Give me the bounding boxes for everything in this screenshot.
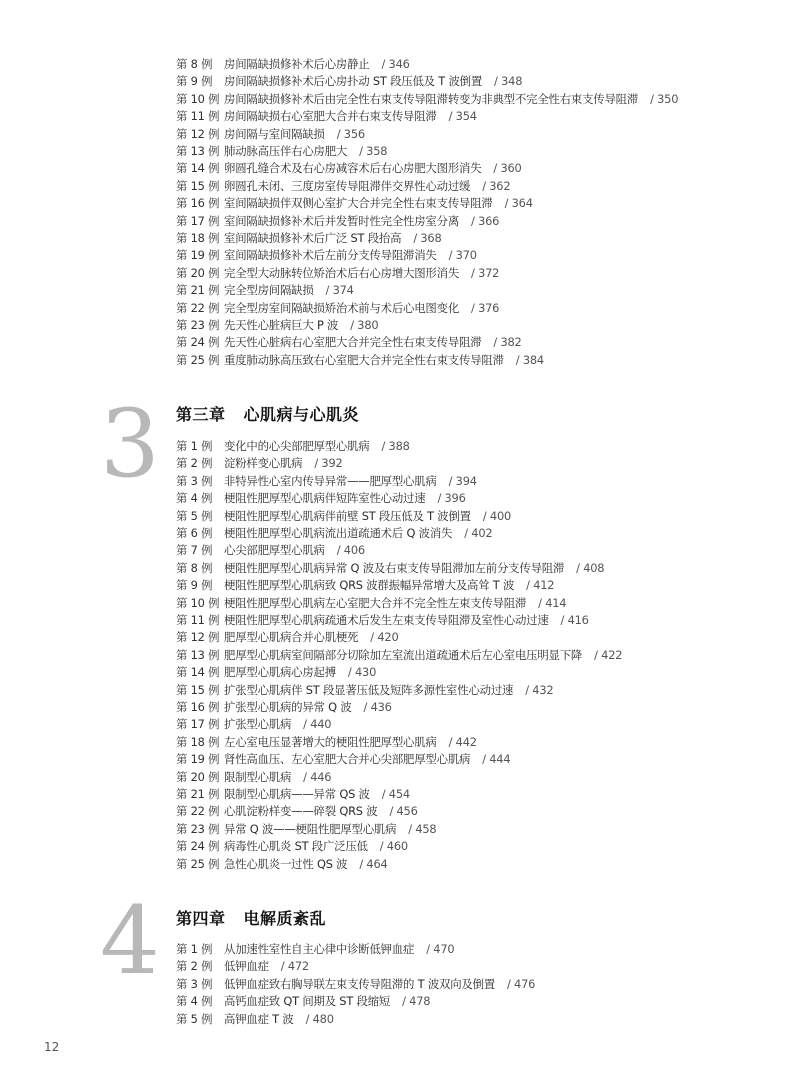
entry-title: 肾性高血压、左心室肥大合并心尖部肥厚型心肌病 — [224, 752, 471, 767]
entry-title: 室间隔缺损修补术后左前分支传导阻滞消失 — [224, 248, 437, 263]
entry-title: 重度肺动脉高压致右心室肥大合并完全性右束支传导阻滞 — [224, 352, 504, 367]
entry-title: 扩张型心肌病的异常 Q 波 — [224, 700, 352, 714]
toc-entry[interactable] — [176, 316, 378, 334]
entry-page-ref: / 420 — [370, 630, 399, 645]
entry-page-ref: / 458 — [408, 821, 437, 836]
entry-page-ref: / 432 — [525, 682, 554, 697]
entry-case-number: 第 3 例 — [176, 473, 213, 488]
toc-entry[interactable] — [176, 264, 499, 282]
toc-entry[interactable] — [176, 194, 533, 212]
entry-page-ref: / 354 — [448, 109, 477, 124]
entry-page-ref: / 374 — [325, 283, 354, 298]
entry-case-number: 第 14 例 — [176, 665, 220, 680]
entry-case-number: 第 19 例 — [176, 248, 220, 263]
entry-title: 房间隔与室间隔缺损 — [224, 126, 325, 141]
toc-entry[interactable] — [176, 212, 499, 230]
toc-entry[interactable] — [176, 698, 392, 716]
entry-page-ref: / 366 — [471, 213, 500, 228]
toc-entry[interactable] — [176, 1010, 334, 1028]
entry-title: 完全型房间隔缺损 — [224, 283, 314, 298]
toc-entry[interactable] — [176, 750, 510, 768]
entry-title: 扩张型心肌病伴 ST 段显著压低及短阵多源性室性心动过速 — [224, 682, 514, 697]
entry-page-ref: / 478 — [402, 994, 431, 1009]
toc-entry[interactable] — [176, 281, 354, 299]
entry-page-ref: / 422 — [594, 647, 623, 662]
entry-page-ref: / 460 — [379, 839, 408, 854]
entry-page-ref: / 440 — [303, 717, 332, 732]
entry-page-ref: / 406 — [336, 543, 365, 558]
entry-case-number: 第 18 例 — [176, 231, 220, 245]
entry-case-number: 第 2 例 — [176, 456, 213, 471]
entry-page-ref: / 356 — [336, 126, 365, 141]
entry-page-ref: / 372 — [471, 265, 500, 280]
entry-title: 梗阻性肥厚型心肌病伴前壁 ST 段压低及 T 波倒置 — [224, 508, 471, 523]
entry-page-ref: / 408 — [576, 560, 605, 575]
entry-case-number: 第 12 例 — [176, 630, 220, 645]
entry-page-ref: / 370 — [448, 248, 477, 263]
entry-page-ref: / 380 — [350, 318, 379, 332]
entry-case-number: 第 16 例 — [176, 700, 220, 714]
entry-case-number: 第 23 例 — [176, 821, 220, 836]
entry-title: 限制型心肌病 — [224, 769, 292, 784]
entry-title: 非特异性心室内传导异常——肥厚型心肌病 — [224, 473, 437, 488]
entry-title: 梗阻性肥厚型心肌病异常 Q 波及右束支传导阻滞加左前分支传导阻滞 — [224, 560, 565, 575]
entry-page-ref: / 362 — [482, 178, 511, 193]
entry-case-number: 第 8 例 — [176, 57, 213, 71]
entry-page-ref: / 346 — [381, 57, 410, 71]
entry-title: 卵圆孔缝合术及右心房减容术后右心房肥大图形消失 — [224, 161, 482, 176]
entry-page-ref: / 470 — [426, 942, 455, 956]
entry-page-ref: / 382 — [493, 335, 522, 350]
toc-entry[interactable] — [176, 299, 499, 317]
toc-entry[interactable] — [176, 90, 678, 108]
entry-title: 梗阻性肥厚型心肌病致 QRS 波群振幅异常增大及高耸 T 波 — [224, 578, 515, 593]
entry-case-number: 第 22 例 — [176, 804, 220, 819]
entry-page-ref: / 446 — [303, 769, 332, 784]
toc-entry[interactable] — [176, 855, 388, 873]
toc-entry[interactable] — [176, 940, 454, 958]
toc-entry[interactable] — [176, 507, 511, 525]
entry-case-number: 第 16 例 — [176, 196, 220, 211]
entry-case-number: 第 21 例 — [176, 283, 220, 298]
chapter-4-number-graphic: 4 — [100, 887, 160, 996]
toc-entry[interactable] — [176, 351, 544, 369]
entry-case-number: 第 15 例 — [176, 178, 220, 193]
entry-case-number: 第 13 例 — [176, 647, 220, 662]
entry-case-number: 第 1 例 — [176, 942, 213, 956]
entry-page-ref: / 444 — [482, 752, 511, 767]
entry-case-number: 第 1 例 — [176, 439, 213, 453]
entry-page-ref: / 388 — [381, 439, 410, 453]
entry-case-number: 第 24 例 — [176, 335, 220, 350]
toc-entry[interactable] — [176, 107, 477, 125]
entry-title: 高钾血症 T 波 — [224, 1011, 294, 1026]
toc-entry[interactable] — [176, 663, 376, 681]
entry-page-ref: / 400 — [482, 508, 512, 523]
entry-page-ref: / 414 — [538, 595, 567, 610]
entry-page-ref: / 358 — [359, 144, 388, 158]
entry-page-ref: / 348 — [494, 74, 523, 89]
toc-entry[interactable] — [176, 681, 553, 699]
chapter-3-title: 心肌病与心肌炎 — [243, 405, 360, 424]
toc-entry[interactable] — [176, 159, 522, 177]
toc-entry[interactable] — [176, 489, 466, 507]
entry-case-number: 第 25 例 — [176, 856, 220, 871]
entry-title: 肥厚型心肌病室间隔部分切除加左室流出道疏通术后左心室电压明显下降 — [224, 647, 583, 662]
entry-case-number: 第 20 例 — [176, 265, 220, 280]
entry-title: 高钙血症致 QT 间期及 ST 段缩短 — [224, 994, 391, 1009]
toc-entry[interactable] — [176, 646, 622, 664]
chapter-3-label: 第三章 — [176, 405, 226, 424]
entry-case-number: 第 24 例 — [176, 839, 220, 854]
entry-case-number: 第 23 例 — [176, 318, 220, 332]
entry-title: 完全型房室间隔缺损矫治术前与术后心电图变化 — [224, 300, 460, 315]
entry-case-number: 第 2 例 — [176, 959, 213, 974]
chapter-4-heading — [176, 906, 326, 929]
entry-page-ref: / 454 — [381, 787, 410, 801]
entry-page-ref: / 392 — [314, 456, 343, 471]
entry-title: 梗阻性肥厚型心肌病流出道疏通术后 Q 波消失 — [224, 526, 453, 540]
entry-page-ref: / 456 — [389, 804, 418, 819]
entry-page-ref: / 368 — [413, 231, 442, 245]
entry-title: 心尖部肥厚型心肌病 — [224, 543, 325, 558]
entry-page-ref: / 384 — [515, 352, 544, 367]
entry-title: 左心室电压显著增大的梗阻性肥厚型心肌病 — [224, 734, 437, 749]
toc-entry[interactable] — [176, 715, 331, 733]
entry-title: 扩张型心肌病 — [224, 717, 292, 732]
entry-page-ref: / 364 — [504, 196, 533, 211]
toc-entry[interactable] — [176, 802, 418, 820]
entry-title: 急性心肌炎一过性 QS 波 — [224, 856, 348, 871]
entry-case-number: 第 14 例 — [176, 161, 220, 176]
entry-case-number: 第 8 例 — [176, 560, 213, 575]
toc-entry[interactable] — [176, 975, 535, 993]
toc-entry[interactable] — [176, 454, 343, 472]
entry-page-ref: / 416 — [560, 613, 589, 627]
entry-title: 淀粉样变心肌病 — [224, 456, 303, 471]
chapter-4-title: 电解质紊乱 — [243, 909, 327, 928]
entry-page-ref: / 396 — [437, 491, 466, 506]
entry-case-number: 第 20 例 — [176, 769, 220, 784]
entry-title: 卵圆孔未闭、三度房室传导阻滞伴交界性心动过缓 — [224, 178, 471, 193]
entry-case-number: 第 12 例 — [176, 126, 220, 141]
entry-case-number: 第 3 例 — [176, 976, 213, 991]
toc-entry[interactable] — [176, 957, 309, 975]
toc-entry[interactable] — [176, 437, 410, 455]
entry-title: 房间隔缺损修补术后由完全性右束支传导阻滞转变为非典型不完全性右束支传导阻滞 — [224, 91, 639, 106]
entry-case-number: 第 18 例 — [176, 734, 220, 749]
toc-entry[interactable] — [176, 125, 365, 143]
entry-title: 从加速性室性自主心律中诊断低钾血症 — [224, 942, 415, 956]
entry-case-number: 第 9 例 — [176, 74, 213, 89]
entry-title: 异常 Q 波——梗阻性肥厚型心肌病 — [224, 821, 397, 836]
entry-title: 房间隔缺损修补术后心房扑动 ST 段压低及 T 波倒置 — [224, 74, 483, 89]
toc-entry[interactable] — [176, 576, 554, 594]
entry-case-number: 第 7 例 — [176, 543, 213, 558]
entry-title: 完全型大动脉转位矫治术后右心房增大图形消失 — [224, 265, 460, 280]
entry-page-ref: / 480 — [305, 1011, 334, 1026]
entry-case-number: 第 4 例 — [176, 491, 213, 506]
entry-title: 房间隔缺损修补术后心房静止 — [224, 57, 370, 71]
toc-entry[interactable] — [176, 837, 408, 855]
toc-entry[interactable] — [176, 785, 410, 803]
entry-case-number: 第 10 例 — [176, 91, 220, 106]
entry-title: 限制型心肌病——异常 QS 波 — [224, 787, 370, 801]
entry-title: 病毒性心肌炎 ST 段广泛压低 — [224, 839, 368, 854]
entry-title: 变化中的心尖部肥厚型心肌病 — [224, 439, 370, 453]
toc-entry[interactable] — [176, 177, 510, 195]
entry-title: 梗阻性肥厚型心肌病左心室肥大合并不完全性左束支传导阻滞 — [224, 595, 527, 610]
entry-case-number: 第 11 例 — [176, 109, 220, 124]
entry-page-ref: / 436 — [363, 700, 392, 714]
entry-page-ref: / 442 — [448, 734, 477, 749]
entry-page-ref: / 376 — [471, 300, 500, 315]
toc-entry[interactable] — [176, 541, 365, 559]
entry-case-number: 第 17 例 — [176, 717, 220, 732]
entry-title: 低钾血症 — [224, 959, 269, 974]
toc-entry[interactable] — [176, 559, 604, 577]
toc-entry[interactable] — [176, 768, 331, 786]
toc-entry[interactable] — [176, 472, 477, 490]
entry-page-ref: / 350 — [650, 91, 679, 106]
entry-case-number: 第 10 例 — [176, 595, 220, 610]
entry-title: 室间隔缺损伴双侧心室扩大合并完全性右束支传导阻滞 — [224, 196, 493, 211]
entry-title: 房间隔缺损右心室肥大合并右束支传导阻滞 — [224, 109, 437, 124]
chapter-3-number-graphic: 3 — [100, 390, 160, 499]
chapter-3-heading — [176, 402, 359, 425]
entry-case-number: 第 19 例 — [176, 752, 220, 767]
entry-title: 先天性心脏病巨大 P 波 — [224, 318, 339, 332]
entry-title: 肺动脉高压伴右心房肥大 — [224, 144, 348, 158]
entry-page-ref: / 476 — [507, 976, 536, 991]
toc-entry[interactable] — [176, 229, 442, 247]
entry-page-ref: / 402 — [464, 526, 493, 540]
entry-case-number: 第 9 例 — [176, 578, 213, 593]
entry-case-number: 第 5 例 — [176, 1011, 213, 1026]
toc-entry[interactable] — [176, 628, 399, 646]
toc-entry[interactable] — [176, 733, 477, 751]
entry-page-ref: / 394 — [448, 473, 477, 488]
toc-entry[interactable] — [176, 246, 477, 264]
entry-title: 先天性心脏病右心室肥大合并完全性右束支传导阻滞 — [224, 335, 482, 350]
entry-title: 肥厚型心肌病心房起搏 — [224, 665, 336, 680]
entry-case-number: 第 5 例 — [176, 508, 213, 523]
entry-title: 梗阻性肥厚型心肌病伴短阵室性心动过速 — [224, 491, 426, 506]
toc-entry[interactable] — [176, 992, 430, 1010]
entry-case-number: 第 17 例 — [176, 213, 220, 228]
entry-title: 室间隔缺损修补术后广泛 ST 段抬高 — [224, 231, 402, 245]
chapter-4-label: 第四章 — [176, 909, 226, 928]
entry-page-ref: / 360 — [493, 161, 522, 176]
entry-title: 低钾血症致右胸导联左束支传导阻滞的 T 波双向及倒置 — [224, 976, 495, 991]
toc-entry[interactable] — [176, 820, 436, 838]
entry-title: 梗阻性肥厚型心肌病疏通术后发生左束支传导阻滞及室性心动过速 — [224, 613, 549, 627]
toc-entry[interactable] — [176, 524, 492, 542]
entry-title: 心肌淀粉样变——碎裂 QRS 波 — [224, 804, 378, 819]
entry-case-number: 第 13 例 — [176, 144, 220, 158]
entry-case-number: 第 6 例 — [176, 526, 213, 540]
entry-case-number: 第 15 例 — [176, 682, 220, 697]
entry-page-ref: / 412 — [526, 578, 555, 593]
toc-entry[interactable] — [176, 142, 387, 160]
toc-entry[interactable] — [176, 594, 566, 612]
toc-entry[interactable] — [176, 72, 522, 90]
entry-case-number: 第 4 例 — [176, 994, 213, 1009]
entry-page-ref: / 430 — [347, 665, 377, 680]
entry-page-ref: / 472 — [280, 959, 309, 974]
entry-case-number: 第 11 例 — [176, 613, 220, 627]
page-number: 12 — [44, 1040, 60, 1054]
entry-title: 室间隔缺损修补术后并发暂时性完全性房室分离 — [224, 213, 460, 228]
entry-title: 肥厚型心肌病合并心肌梗死 — [224, 630, 359, 645]
toc-entry[interactable] — [176, 333, 522, 351]
entry-case-number: 第 25 例 — [176, 352, 220, 367]
entry-case-number: 第 21 例 — [176, 787, 220, 801]
entry-page-ref: / 464 — [359, 856, 388, 871]
toc-entry[interactable] — [176, 55, 410, 73]
toc-entry[interactable] — [176, 611, 589, 629]
entry-case-number: 第 22 例 — [176, 300, 220, 315]
